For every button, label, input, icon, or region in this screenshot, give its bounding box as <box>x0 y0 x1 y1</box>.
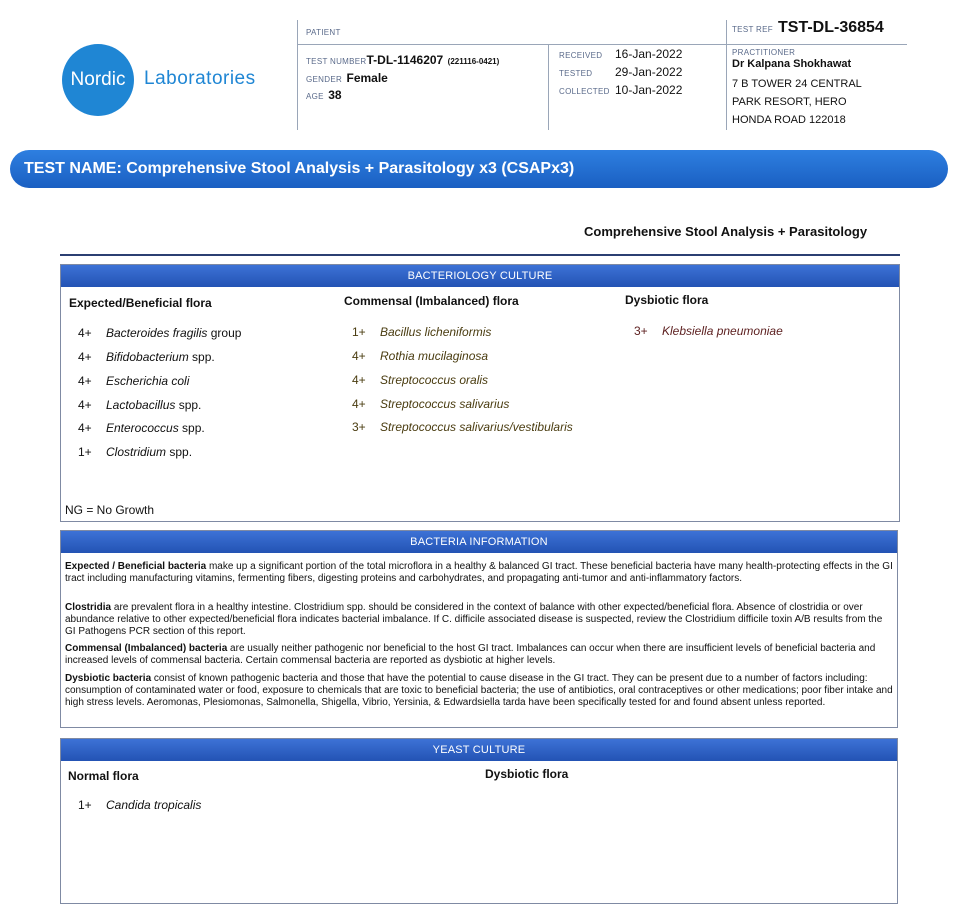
practitioner-name: Dr Kalpana Shokhawat <box>732 58 852 70</box>
expected-flora-item <box>78 326 241 340</box>
organism-name: Rothia mucilaginosa <box>380 349 489 363</box>
dysbiotic-flora-heading: Dysbiotic flora <box>625 293 709 307</box>
flora-grade: 1+ <box>78 445 92 459</box>
organism-suffix: spp. <box>166 445 193 459</box>
info-lead: Commensal (Imbalanced) bacteria <box>65 643 228 654</box>
patient-label: PATIENT <box>306 28 341 37</box>
collected-label: COLLECTED <box>559 87 610 96</box>
flora-grade: 4+ <box>78 374 92 388</box>
flora-grade: 4+ <box>78 350 92 364</box>
flora-grade: 4+ <box>78 326 92 340</box>
yeast-header: YEAST CULTURE <box>61 739 897 761</box>
flora-grade: 3+ <box>352 420 366 434</box>
yeast-section <box>60 738 898 904</box>
report-subtitle: Comprehensive Stool Analysis + Parasitology <box>584 224 868 239</box>
received-label: RECEIVED <box>559 51 603 60</box>
header-divider <box>548 44 549 130</box>
test-ref-value: TST-DL-36854 <box>778 19 884 36</box>
organism-name: Klebsiella pneumoniae <box>662 324 783 338</box>
flora-grade: 4+ <box>78 398 92 412</box>
expected-flora-item <box>78 374 189 388</box>
commensal-flora-item <box>352 373 488 387</box>
organism-name: Enterococcus <box>106 421 179 435</box>
commensal-flora-item <box>352 397 509 411</box>
test-name: TEST NAME: Comprehensive Stool Analysis + Parasitology x3 (CSAPx3) <box>24 160 575 177</box>
lab-name: Laboratories <box>144 68 256 89</box>
address-line: HONDA ROAD 122018 <box>732 114 846 126</box>
age-value: 38 <box>328 88 342 102</box>
info-paragraph <box>65 561 893 585</box>
organism-name: Streptococcus salivarius/vestibularis <box>380 420 573 434</box>
organism-name: Streptococcus oralis <box>380 373 489 387</box>
info-paragraph <box>65 602 893 638</box>
expected-flora-heading: Expected/Beneficial flora <box>69 296 212 310</box>
flora-grade: 4+ <box>352 397 366 411</box>
bacteria-info-header: BACTERIA INFORMATION <box>61 531 897 553</box>
expected-flora-item <box>78 350 215 364</box>
expected-flora-item <box>78 398 201 412</box>
info-text: make up a significant portion of the total microflora in a healthy & balanced GI tract. These beneficial bacteria have many health-protecting effects in the GI tract including manufacturing vitamins, fermenting fibers, digesting proteins and carbohydrates, and propagating anti-tumor and anti-inflammatory factors. <box>65 561 893 584</box>
flora-grade: 3+ <box>634 324 648 338</box>
header-divider <box>297 20 298 130</box>
organism-suffix: group <box>207 326 242 340</box>
test-number-row <box>306 51 499 69</box>
gender-label: GENDER <box>306 75 343 84</box>
lab-logo <box>62 44 134 116</box>
info-text: consist of known pathogenic bacteria and those that have the potential to cause disease in the GI tract. They can be present due to a number of factors including: consumption of contaminated water or food, exposure to chemicals that are toxic to beneficial bacteria; the use of antibiotics, oral contraceptives or other medications; poor fiber intake and high stress levels. Aeromonas, Plesiomonas, Salmonella, Shigella, Vibrio, Yersinia, & Edwardsiella tarda have been specifically tested for and found absent unless reported. <box>65 673 893 708</box>
tested-date: 29-Jan-2022 <box>615 65 683 79</box>
commensal-flora-item <box>352 420 573 434</box>
test-number-code: (221116-0421) <box>447 57 500 66</box>
gender-row <box>306 69 388 87</box>
info-text: are prevalent flora in a healthy intestine. Clostridium spp. should be considered in the context of balance with other expected/beneficial flora. Absence of clostridia or over abundance relative to other expected/beneficial flora indicates bacterial imbalance. If C. difficile associated disease is suspected, review the Clostridium difficile toxin A/B results from the GI Pathogens PCR section of this report. <box>65 602 883 637</box>
flora-grade: 1+ <box>352 325 366 339</box>
info-paragraph <box>65 643 893 667</box>
expected-flora-item <box>78 445 192 459</box>
info-lead: Expected / Beneficial bacteria <box>65 561 207 572</box>
info-lead: Dysbiotic bacteria <box>65 673 152 684</box>
bacteriology-header: BACTERIOLOGY CULTURE <box>61 265 899 287</box>
flora-grade: 4+ <box>78 421 92 435</box>
info-text: are usually neither pathogenic nor beneficial to the host GI tract. Imbalances can occur when there are insufficient levels of beneficial bacteria and increased levels of commensal bacteria. Certain commensal bacteria are reported as dysbiotic at higher levels. <box>65 643 876 666</box>
yeast-dysbiotic-heading: Dysbiotic flora <box>485 767 569 781</box>
practitioner-label: PRACTITIONER <box>732 48 796 57</box>
age-label: AGE <box>306 92 324 101</box>
gender-value: Female <box>346 71 388 85</box>
organism-name: Clostridium <box>106 445 167 459</box>
organism-name: Escherichia coli <box>106 374 190 388</box>
test-number: T-DL-1146207 <box>366 53 444 67</box>
age-row <box>306 86 342 104</box>
received-date: 16-Jan-2022 <box>615 47 683 61</box>
organism-name: Bacteroides fragilis <box>106 326 208 340</box>
flora-grade: 4+ <box>352 349 366 363</box>
header-divider <box>726 20 727 130</box>
organism-suffix: spp. <box>188 350 215 364</box>
collected-date: 10-Jan-2022 <box>615 83 683 97</box>
organism-name: Candida tropicalis <box>106 798 202 812</box>
commensal-flora-heading: Commensal (Imbalanced) flora <box>344 294 519 308</box>
commensal-flora-item <box>352 325 491 339</box>
organism-name: Streptococcus salivarius <box>380 397 510 411</box>
organism-name: Lactobacillus <box>106 398 176 412</box>
info-lead: Clostridia <box>65 602 112 613</box>
organism-suffix: spp. <box>178 421 205 435</box>
expected-flora-item <box>78 421 205 435</box>
tested-label: TESTED <box>559 69 593 78</box>
organism-suffix: spp. <box>175 398 202 412</box>
normal-flora-heading: Normal flora <box>68 769 139 783</box>
commensal-flora-item <box>352 349 488 363</box>
subtitle-rule <box>60 254 900 256</box>
test-ref-label: TEST REF <box>732 25 773 34</box>
no-growth-footnote: NG = No Growth <box>65 503 155 517</box>
practitioner-address <box>732 75 862 129</box>
dysbiotic-flora-item <box>634 324 783 338</box>
lab-logo-text: Nordic <box>70 69 126 90</box>
test-number-label: TEST NUMBER <box>306 57 367 66</box>
info-paragraph <box>65 673 893 709</box>
organism-name: Bacillus licheniformis <box>380 325 492 339</box>
header-rule <box>297 44 907 45</box>
address-line: 7 B TOWER 24 CENTRAL <box>732 78 862 90</box>
flora-grade: 4+ <box>352 373 366 387</box>
yeast-normal-item <box>78 798 201 812</box>
address-line: PARK RESORT, HERO <box>732 96 847 108</box>
flora-grade: 1+ <box>78 798 92 812</box>
organism-name: Bifidobacterium <box>106 350 189 364</box>
